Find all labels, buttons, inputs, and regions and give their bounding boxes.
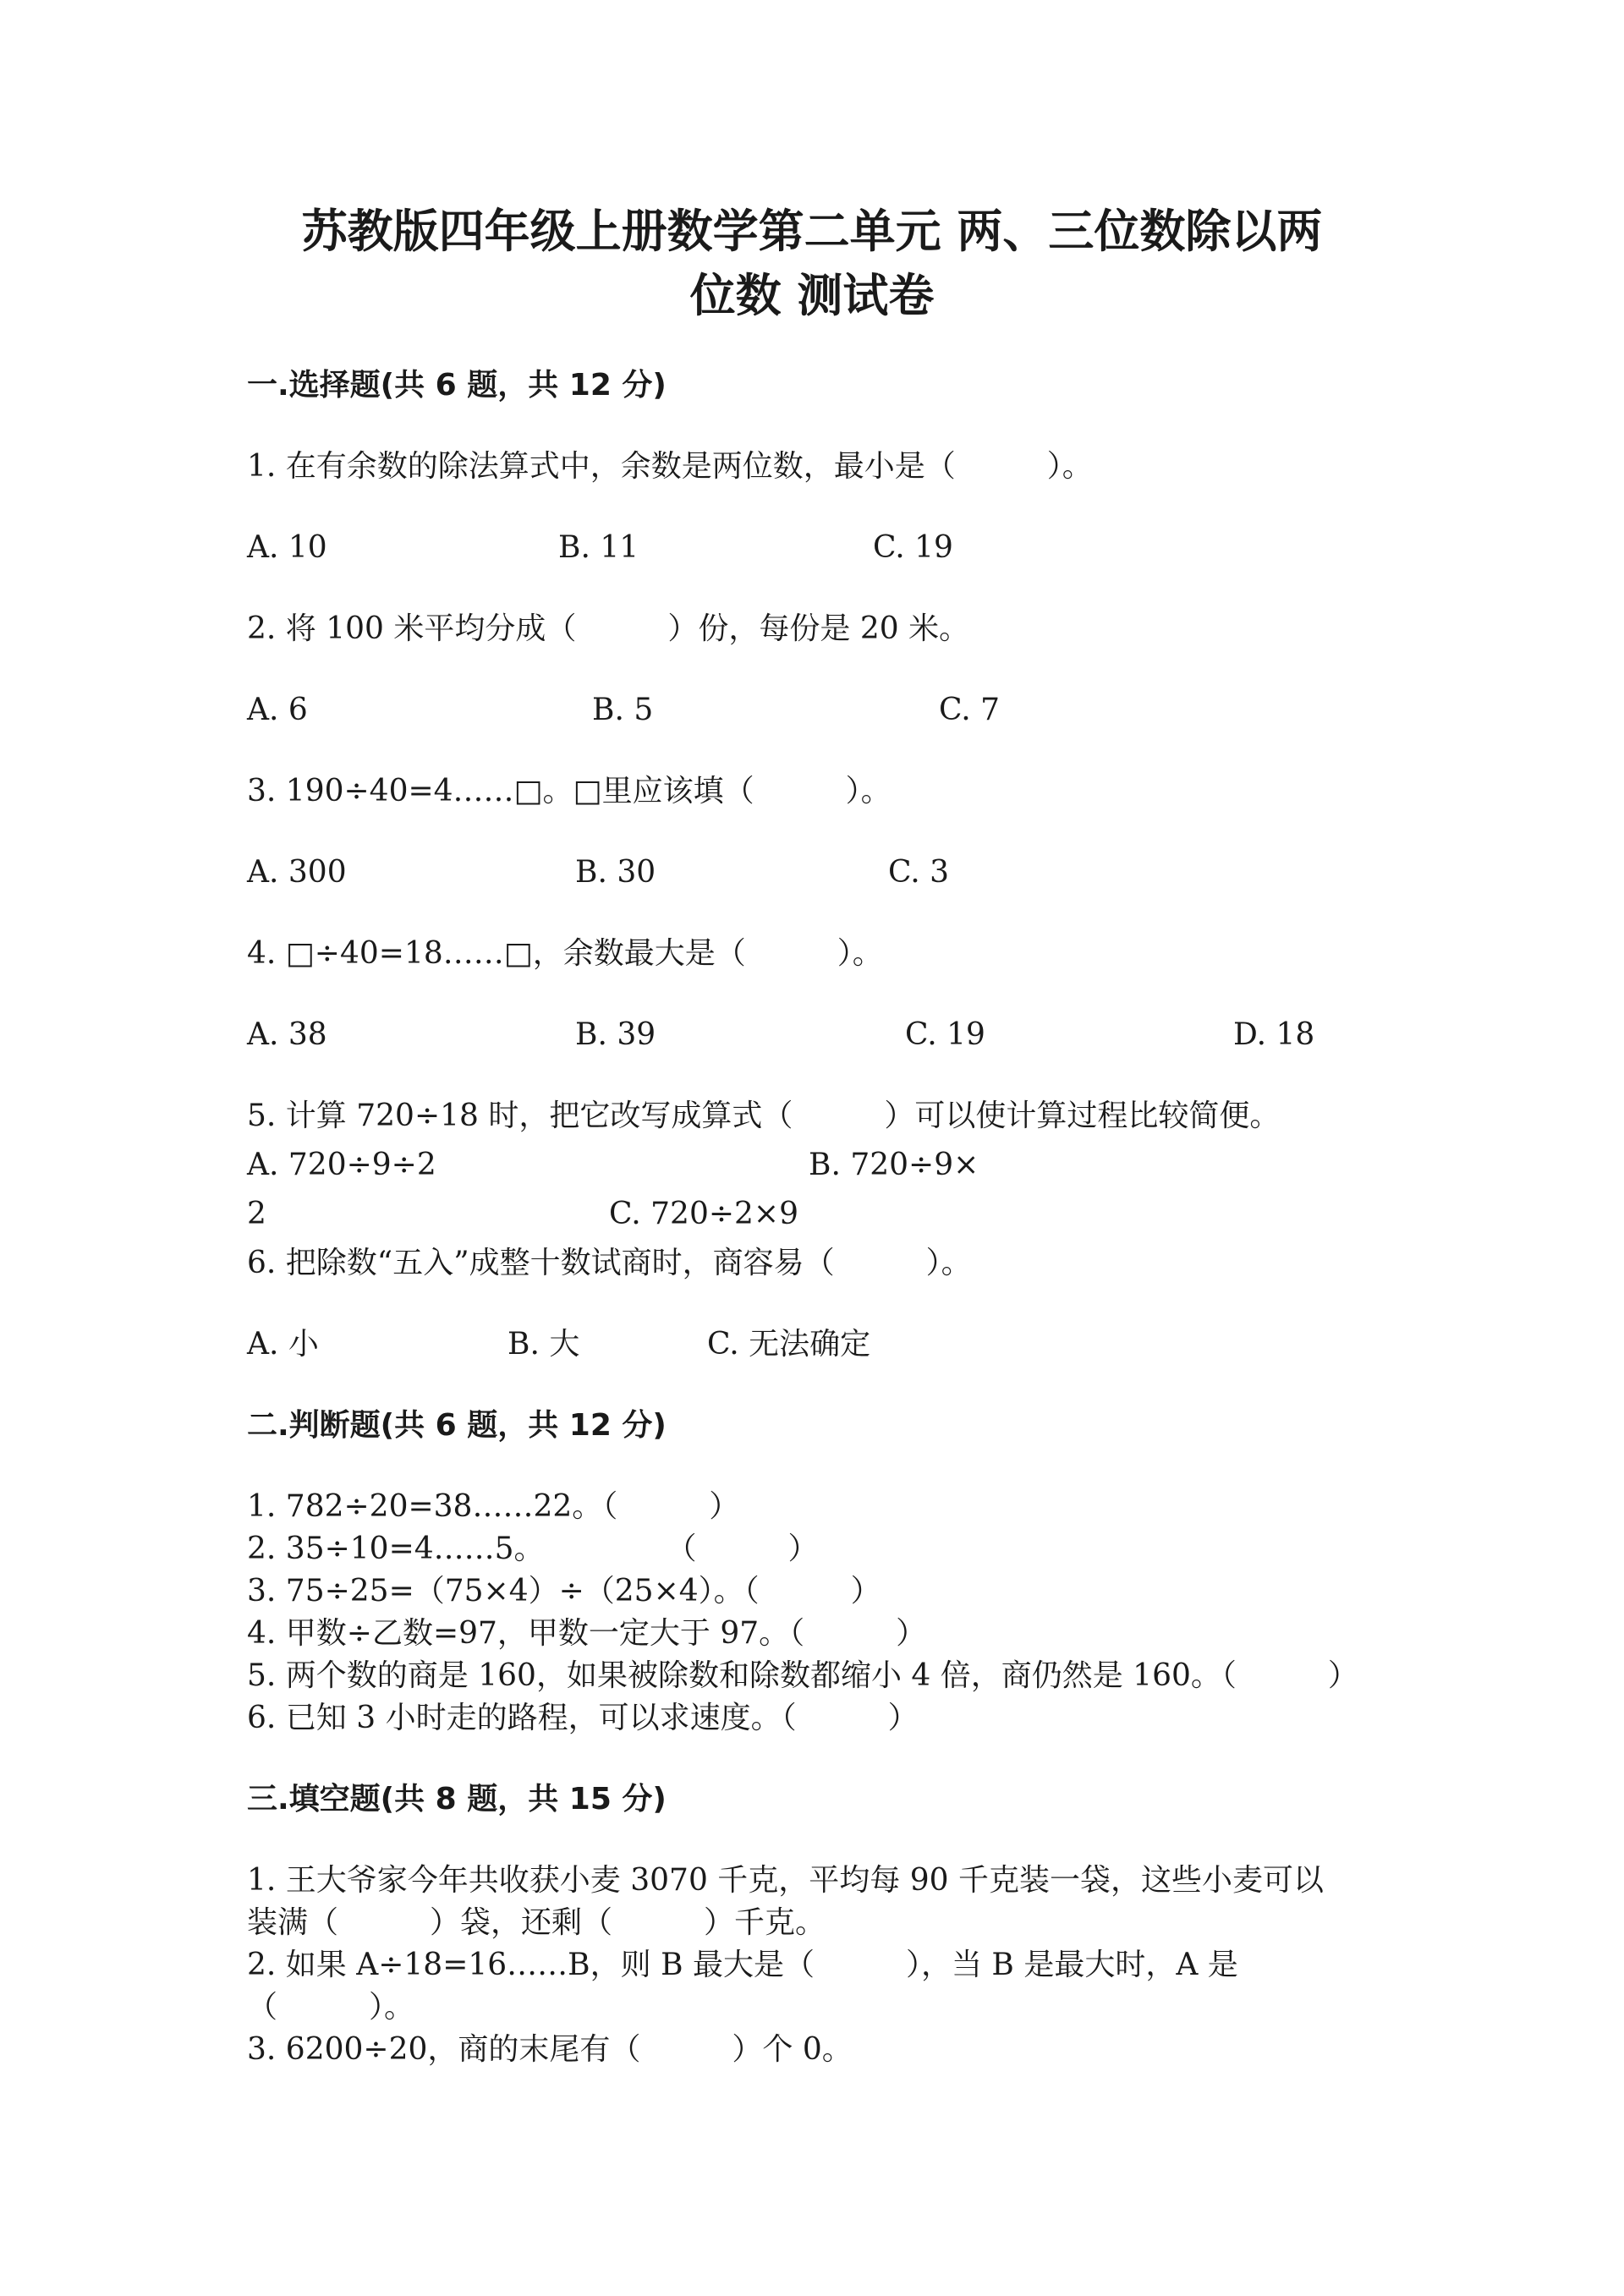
- choice-question-4: 4. □÷40=18……□，余数最大是（ ）。: [247, 936, 883, 971]
- judge-item-5: 5. 两个数的商是 160，如果被除数和除数都缩小 4 倍，商仍然是 160。（ ）: [247, 1658, 1358, 1693]
- choice-question-3: 3. 190÷40=4……□。□里应该填（ ）。: [247, 774, 892, 808]
- choice-q4-option-a: A. 38: [247, 1017, 327, 1052]
- choice-q2-option-b: B. 5: [592, 693, 654, 727]
- exam-title-line-2: 位数 测试卷: [689, 269, 935, 322]
- section-header-fill: 三.填空题(共 8 题，共 15 分): [247, 1782, 667, 1817]
- choice-question-2: 2. 将 100 米平均分成（ ）份，每份是 20 米。: [247, 611, 970, 646]
- choice-q4-option-c: C. 19: [905, 1017, 985, 1052]
- choice-question-5: 5. 计算 720÷18 时，把它改写成算式（ ）可以使计算过程比较简便。: [247, 1099, 1281, 1133]
- choice-q3-option-c: C. 3: [888, 855, 950, 890]
- choice-q1-option-b: B. 11: [558, 530, 639, 565]
- judge-item-3: 3. 75÷25=（75×4）÷（25×4）。（ ）: [247, 1574, 881, 1608]
- fill-question-2-line-1: 2. 如果 A÷18=16……B，则 B 最大是（ ），当 B 是最大时，A 是: [247, 1948, 1238, 1982]
- choice-q2-option-a: A. 6: [247, 693, 308, 727]
- judge-item-6: 6. 已知 3 小时走的路程，可以求速度。（ ）: [247, 1701, 919, 1735]
- choice-q5-option-b: B. 720÷9×: [809, 1148, 979, 1182]
- choice-q6-option-c: C. 无法确定: [707, 1327, 871, 1362]
- fill-question-3: 3. 6200÷20，商的末尾有（ ）个 0。: [247, 2032, 853, 2067]
- choice-q1-option-c: C. 19: [873, 530, 953, 565]
- choice-question-6: 6. 把除数“五入”成整十数试商时，商容易（ ）。: [247, 1246, 972, 1280]
- section-header-choice: 一.选择题(共 6 题，共 12 分): [247, 368, 667, 403]
- choice-q3-option-a: A. 300: [247, 855, 347, 890]
- choice-q6-option-b: B. 大: [508, 1327, 580, 1362]
- choice-q5-option-a: A. 720÷9÷2: [247, 1148, 436, 1182]
- choice-question-1: 1. 在有余数的除法算式中，余数是两位数，最小是（ ）。: [247, 449, 1093, 484]
- section-header-judge: 二.判断题(共 6 题，共 12 分): [247, 1408, 667, 1443]
- choice-q2-option-c: C. 7: [939, 693, 1001, 727]
- choice-q5-option-c: C. 720÷2×9: [609, 1197, 798, 1231]
- judge-item-4: 4. 甲数÷乙数=97，甲数一定大于 97。（ ）: [247, 1616, 927, 1651]
- choice-q3-option-b: B. 30: [575, 855, 656, 890]
- fill-question-1-line-1: 1. 王大爷家今年共收获小麦 3070 千克，平均每 90 千克装一袋，这些小麦可以: [247, 1863, 1324, 1898]
- choice-q1-option-a: A. 10: [247, 530, 327, 565]
- judge-item-1: 1. 782÷20=38……22。（ ）: [247, 1489, 740, 1524]
- judge-item-2: 2. 35÷10=4……5。 （ ）: [247, 1532, 819, 1566]
- choice-q6-option-a: A. 小: [247, 1327, 319, 1362]
- fill-question-2-line-2: （ ）。: [247, 1990, 415, 2025]
- fill-question-1-line-2: 装满（ ）袋，还剩（ ）千克。: [247, 1905, 826, 1940]
- choice-q5-option-b-continued: 2: [247, 1197, 266, 1231]
- choice-q4-option-d: D. 18: [1233, 1017, 1315, 1052]
- choice-q4-option-b: B. 39: [575, 1017, 656, 1052]
- exam-title-line-1: 苏教版四年级上册数学第二单元 两、三位数除以两: [301, 205, 1323, 258]
